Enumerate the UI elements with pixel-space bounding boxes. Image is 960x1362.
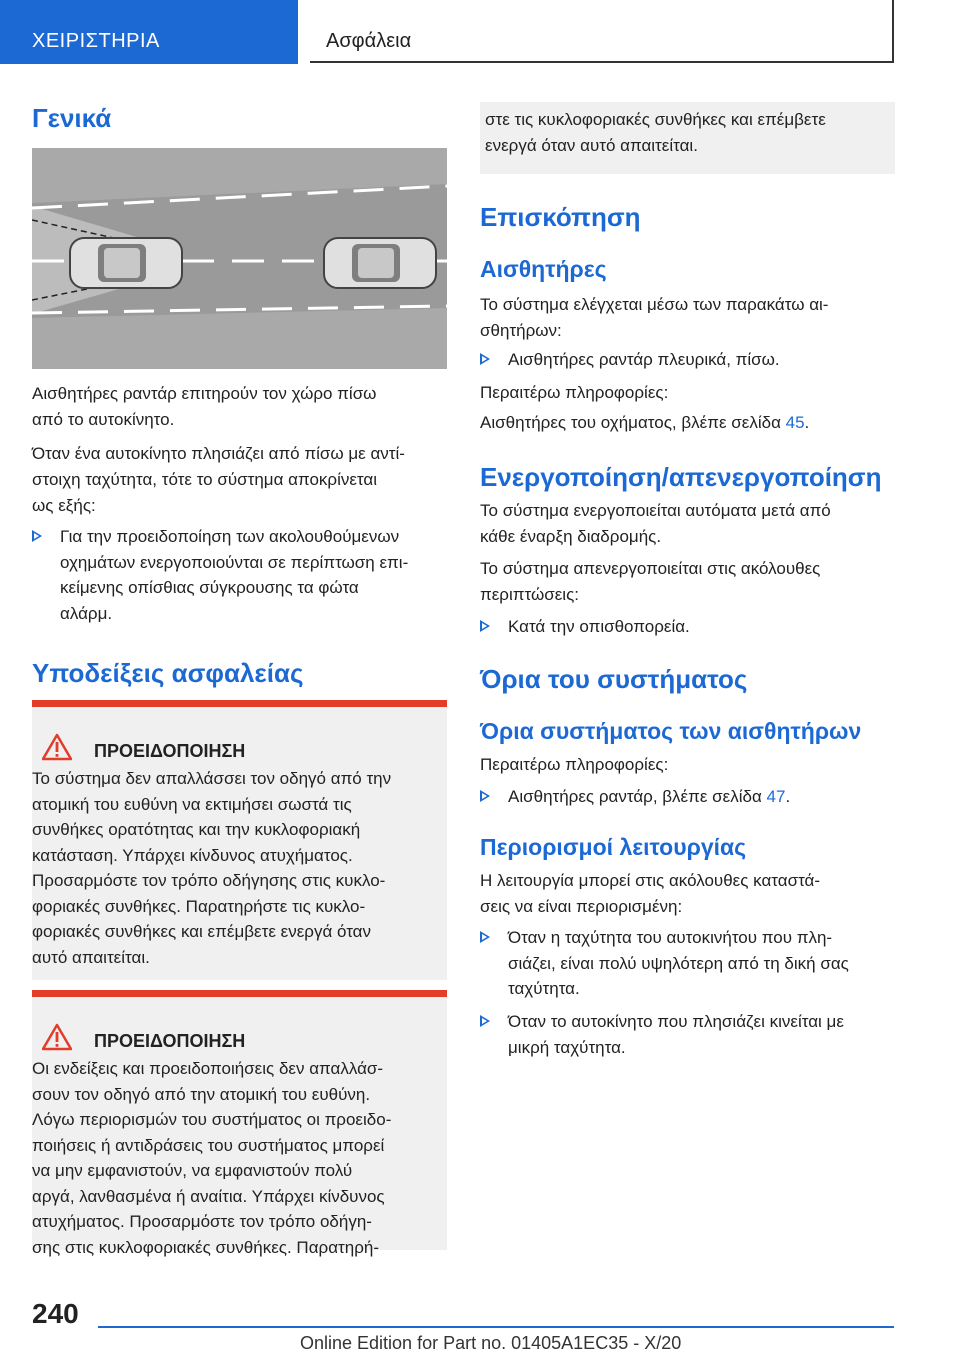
reference-text: Αισθητήρες του οχήματος, βλέπε σελίδα (480, 413, 786, 432)
warning-continuation-box (480, 102, 895, 174)
header-chapter-label: Ασφάλεια (326, 30, 412, 52)
warning-line: σουν τον οδηγό από την ατομική του ευθύνη. (32, 1084, 371, 1104)
reference-text: Αισθητήρες ραντάρ, βλέπε σελίδα (508, 787, 767, 806)
page-link[interactable]: 47 (766, 787, 786, 806)
warning-box-1 (32, 700, 447, 980)
warning-label: ΠΡΟΕΙΔΟΠΟΙΗΣΗ (94, 1031, 246, 1051)
heading-system-limits: Όρια του συστήματος (480, 664, 748, 694)
reference-end: . (785, 787, 791, 806)
warning-line: φοριακές συνθήκες. Παρατηρήστε τις κυκλο- (32, 896, 366, 916)
warning-line: σης στις κυκλοφοριακές συνθήκες. Παρατηρή- (32, 1237, 379, 1257)
warning-line: συνθήκες ορατότητας και την κυκλοφοριακή (32, 820, 361, 839)
warning-line: να μην εμφανιστούν, να εμφανιστούν πολύ (32, 1161, 353, 1180)
edition-note: Online Edition for Part no. 01405A1EC35 - X/20 (300, 1333, 682, 1353)
warning-triangle-icon (42, 733, 72, 761)
bullet-line: Όταν το αυτοκίνητο που πλησιάζει κινείται με (508, 1012, 844, 1031)
heading-overview: Επισκόπηση (480, 202, 641, 232)
function-limits-line-1: Η λειτουργία μπορεί στις ακόλουθες καταστά- (480, 871, 821, 890)
caption-line-1: Αισθητήρες ραντάρ επιτηρούν τον χώρο πίσω (32, 384, 377, 403)
bullet-line: οχημάτων ενεργοποιούνται σε περίπτωση επι- (60, 552, 409, 572)
heading-general: Γενικά (32, 103, 112, 133)
warning-line: αργά, λανθασμένα ή αναίτια. Υπάρχει κίνδυνος (32, 1186, 385, 1206)
bullet-line: Αισθητήρες ραντάρ πλευρικά, πίσω. (508, 350, 780, 369)
more-info-label: Περαιτέρω πληροφορίες: (480, 383, 669, 402)
bullet-triangle-icon (32, 530, 42, 542)
intro-line-1: Όταν ένα αυτοκίνητο πλησιάζει από πίσω με αντί- (32, 444, 405, 463)
reference-vehicle-sensors (480, 410, 896, 436)
warning-line: κατάσταση. Υπάρχει κίνδυνος ατυχήματος. (32, 845, 353, 865)
bullet-triangle-icon (480, 620, 490, 632)
bullet-line: σιάζει, είναι πολύ υψηλότερη από τη δική σας (508, 953, 849, 973)
list-item (480, 1009, 896, 1060)
bullet-line: Για την προειδοποίηση των ακολουθούμενων (60, 527, 400, 546)
warning-triangle-icon (42, 1023, 72, 1051)
intro-line-3: ως εξής: (32, 496, 96, 515)
activation-line-2: κάθε έναρξη διαδρομής. (480, 527, 662, 546)
subheading-sensors: Αισθητήρες (480, 256, 607, 282)
intro-line-2: στοιχη ταχύτητα, τότε το σύστημα αποκρίνεται (32, 470, 378, 489)
list-item (480, 925, 896, 1002)
warning-line: Το σύστημα δεν απαλλάσσει τον οδηγό από την (32, 769, 392, 788)
warning-line: Προσαρμόστε τον τρόπο οδήγησης στις κυκλο- (32, 871, 386, 890)
warning-line: ατυχήματος. Προσαρμόστε τον τρόπο οδήγη- (32, 1212, 372, 1231)
list-item (480, 614, 896, 640)
header-chapter-box (310, 0, 894, 63)
page-number: 240 (32, 1298, 79, 1329)
bullet-triangle-icon (480, 1015, 490, 1027)
heading-activation: Ενεργοποίηση/απενεργοποίηση (480, 462, 882, 492)
page-link[interactable]: 45 (785, 413, 805, 432)
footer-divider (98, 1326, 894, 1328)
bullet-line: ταχύτητα. (508, 979, 580, 998)
warning-line: ατομική του ευθύνη να εκτιμήσει σωστά τις (32, 794, 352, 814)
heading-safety: Υποδείξεις ασφαλείας (32, 658, 304, 688)
sensors-line-1: Το σύστημα ελέγχεται μέσω των παρακάτω αι- (480, 295, 829, 314)
list-item (480, 784, 896, 810)
header-section-tab (0, 0, 298, 64)
activation-line-4: περιπτώσεις: (480, 585, 579, 604)
warning-text-1 (32, 766, 447, 970)
warning-line: φοριακές συνθήκες και επέμβετε ενεργά όταν (32, 922, 372, 941)
subheading-sensor-limits: Όρια συστήματος των αισθητήρων (480, 718, 862, 744)
warning-text-2 (32, 1056, 447, 1260)
warning-line: Λόγω περιορισμών του συστήματος οι προειδο- (32, 1110, 392, 1129)
bullet-line: κείμενης οπίσθιας σύγκρουσης τα φώτα (60, 578, 359, 597)
bullet-line: Όταν η ταχύτητα του αυτοκινήτου που πλη- (508, 928, 833, 947)
warning-box-2 (32, 990, 447, 1257)
function-limits-line-2: σεις να είναι περιορισμένη: (480, 897, 683, 916)
bullet-triangle-icon (480, 931, 490, 943)
list-item (480, 347, 896, 373)
bullet-line: Κατά την οπισθοπορεία. (508, 617, 690, 636)
warning-line: Οι ενδείξεις και προειδοποιήσεις δεν απαλλάσ- (32, 1059, 384, 1078)
subheading-function-limits: Περιορισμοί λειτουργίας (480, 834, 747, 860)
radar-illustration (32, 148, 447, 369)
list-item (32, 524, 447, 626)
more-info-label: Περαιτέρω πληροφορίες: (480, 755, 669, 774)
warning-line: ποιήσεις ή αντιδράσεις του συστήματος μπορεί (32, 1135, 385, 1155)
activation-line-1: Το σύστημα ενεργοποιείται αυτόματα μετά από (480, 501, 831, 520)
sensors-line-2: σθητήρων: (480, 321, 562, 340)
warning-label: ΠΡΟΕΙΔΟΠΟΙΗΣΗ (94, 741, 246, 761)
continuation-line-1: στε τις κυκλοφοριακές συνθήκες και επέμβετε (485, 110, 826, 129)
warning-line: αυτό απαιτείται. (32, 947, 150, 967)
front-car-graphic (324, 238, 436, 288)
header-section-label: ΧΕΙΡΙΣΤΗΡΙΑ (32, 30, 160, 52)
caption-line-2: από το αυτοκίνητο. (32, 410, 175, 429)
reference-end: . (804, 413, 810, 432)
bullet-line: μικρή ταχύτητα. (508, 1037, 626, 1057)
bullet-line: αλάρμ. (60, 603, 113, 623)
activation-line-3: Το σύστημα απενεργοποιείται στις ακόλουθες (480, 559, 821, 578)
bullet-triangle-icon (480, 790, 490, 802)
rear-car-graphic (70, 238, 182, 288)
continuation-line-2: ενεργά όταν αυτό απαιτείται. (485, 136, 698, 155)
bullet-triangle-icon (480, 353, 490, 365)
